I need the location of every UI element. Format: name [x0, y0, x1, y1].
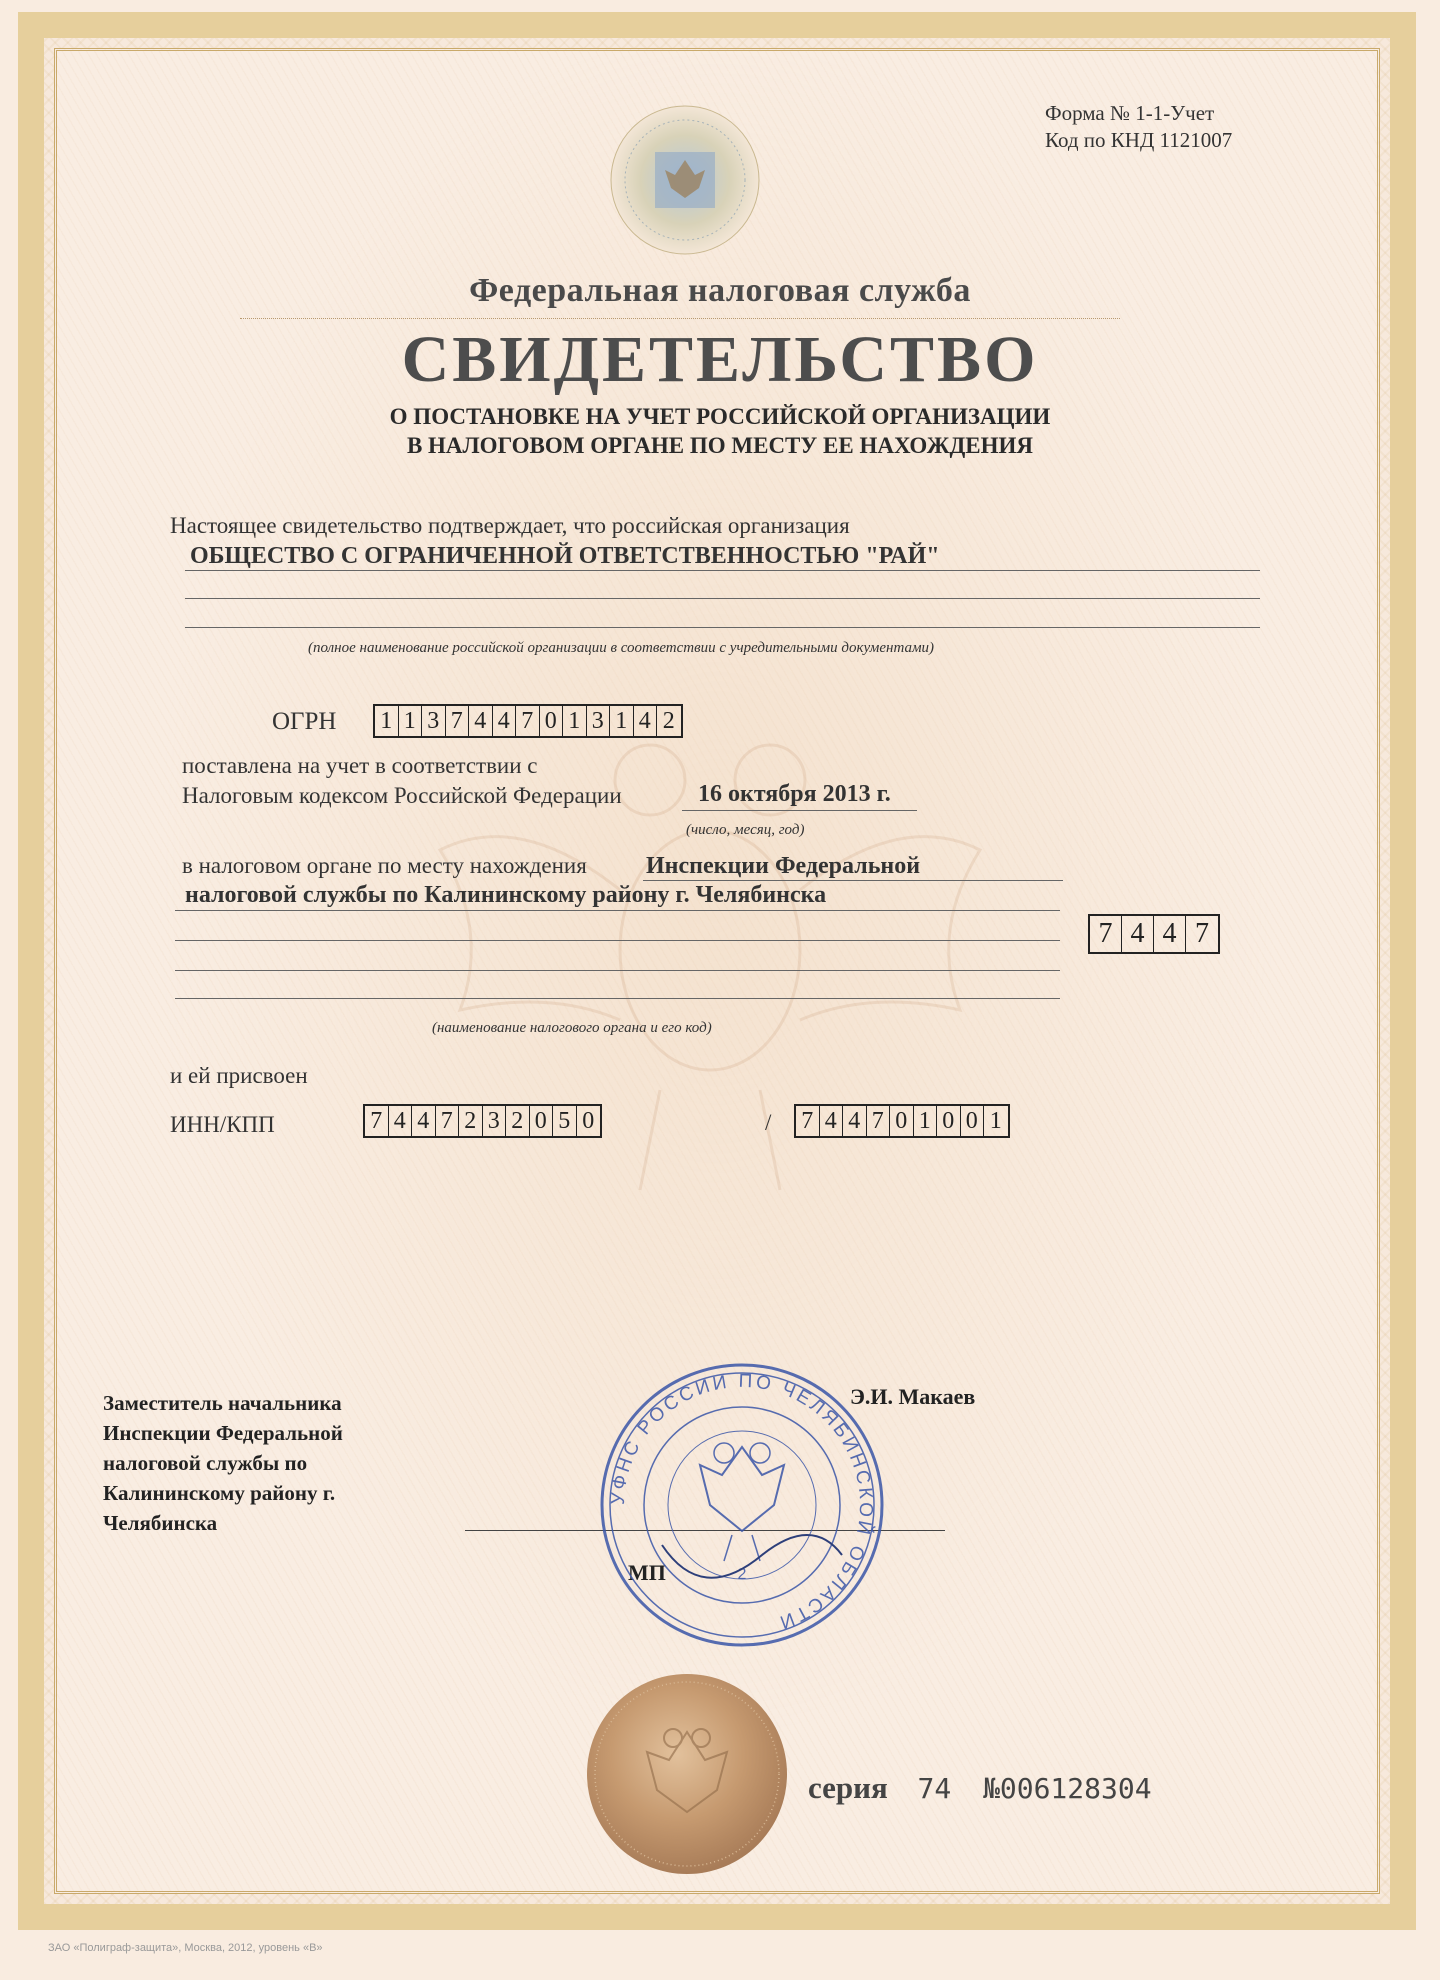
- tax-office-line-1: [643, 880, 1063, 881]
- tax-office-code-digit: 7: [1195, 918, 1209, 949]
- inn-digit: 3: [483, 1106, 507, 1136]
- kpp-digit: 7: [796, 1106, 820, 1136]
- inn-digit: 2: [459, 1106, 483, 1136]
- tax-office-code-digit: 7: [1090, 916, 1122, 952]
- form-number-block: [1045, 100, 1275, 154]
- organization-line-1: [185, 570, 1260, 571]
- ogrn-digit: 0: [540, 706, 564, 736]
- series-value: 74: [917, 1772, 952, 1805]
- tax-office-line-3: [175, 940, 1060, 941]
- assigned-intro: и ей присвоен: [170, 1063, 308, 1088]
- gold-seal: [585, 1672, 790, 1877]
- ogrn-digit: 1: [375, 706, 399, 736]
- inn-digit: 7: [365, 1106, 389, 1136]
- svg-text:УФНС РОССИИ ПО ЧЕЛЯБИНСКОЙ ОБЛ: [608, 1371, 876, 1634]
- signer-name: Э.И. Макаев: [850, 1384, 976, 1409]
- signer-position-line-5: Челябинска: [103, 1511, 218, 1535]
- ogrn-digit: 3: [422, 706, 446, 736]
- registration-date: 16 октября 2013 г.: [698, 781, 891, 807]
- kpp-digit: 4: [843, 1106, 867, 1136]
- signer-position: [103, 1388, 443, 1538]
- tax-office-name-line-2: налоговой службы по Калининскому району г. Челябинска: [185, 882, 827, 908]
- ogrn-digit: 7: [446, 706, 470, 736]
- signer-position-line-1: Заместитель начальника: [103, 1391, 342, 1415]
- tax-office-line-4: [175, 970, 1060, 971]
- kpp-digit: 0: [961, 1106, 985, 1136]
- tax-office-line-2: [175, 910, 1060, 911]
- organization-name-note: (полное наименование российской организации в соответствии с учредительными документами): [308, 640, 935, 656]
- ogrn-label: ОГРН: [272, 708, 337, 735]
- agency-name: Федеральная налоговая служба: [469, 272, 971, 309]
- ogrn-digit: 4: [634, 706, 658, 736]
- series-number: №006128304: [983, 1772, 1152, 1805]
- tax-office-line-5: [175, 998, 1060, 999]
- kpp-digit: 0: [937, 1106, 961, 1136]
- inn-digit: 0: [582, 1108, 595, 1134]
- inn-cells: [363, 1104, 602, 1138]
- document-subtitle: [0, 402, 1440, 460]
- stamp-outer-text: УФНС РОССИИ ПО ЧЕЛЯБИНСКОЙ ОБЛАСТИ: [607, 1370, 877, 1634]
- inn-kpp-separator: /: [765, 1110, 772, 1135]
- inn-digit: 5: [553, 1106, 577, 1136]
- registration-date-line: [682, 810, 917, 811]
- tax-office-note: (наименование налогового органа и его код): [432, 1020, 712, 1036]
- subtitle-line-1: О ПОСТАНОВКЕ НА УЧЕТ РОССИЙСКОЙ ОРГАНИЗАЦИИ: [389, 404, 1051, 429]
- document-title: СВИДЕТЕЛЬСТВО: [401, 323, 1039, 396]
- stamp-number: 2: [737, 1566, 747, 1583]
- inn-digit: 4: [389, 1106, 413, 1136]
- inn-digit: 7: [436, 1106, 460, 1136]
- kpp-digit: 1: [989, 1108, 1002, 1134]
- kpp-digit: 0: [890, 1106, 914, 1136]
- ogrn-digit: 1: [610, 706, 634, 736]
- series-block: [808, 1770, 1152, 1806]
- kpp-digit: 1: [914, 1106, 938, 1136]
- ogrn-cells: [373, 704, 683, 738]
- subtitle-line-2: В НАЛОГОВОМ ОРГАНЕ ПО МЕСТУ ЕЕ НАХОЖДЕНИЯ: [406, 433, 1034, 458]
- printer-imprint: ЗАО «Полиграф-защита», Москва, 2012, уровень «В»: [48, 1942, 323, 1954]
- signer-position-line-2: Инспекции Федеральной: [103, 1421, 343, 1445]
- tax-office-name-line-1: Инспекции Федеральной: [646, 853, 921, 879]
- tax-office-code-digit: 4: [1122, 916, 1154, 952]
- kpp-digit: 4: [820, 1106, 844, 1136]
- organization-line-3: [185, 627, 1260, 628]
- registration-line-2: Налоговым кодексом Российской Федерации: [182, 783, 622, 808]
- seal-place-label: МП: [628, 1560, 666, 1585]
- ogrn-digit: 4: [469, 706, 493, 736]
- ogrn-digit: 1: [399, 706, 423, 736]
- hologram-emblem: [605, 100, 765, 260]
- kpp-digit: 7: [867, 1106, 891, 1136]
- kpp-cells: [794, 1104, 1010, 1138]
- series-label: серия: [808, 1770, 888, 1805]
- inn-kpp-label: ИНН/КПП: [170, 1112, 275, 1137]
- registration-date-note: (число, месяц, год): [686, 822, 805, 838]
- tax-office-code-digit: 4: [1154, 916, 1186, 952]
- registration-line-1: поставлена на учет в соответствии с: [182, 753, 538, 778]
- form-number: Форма № 1-1-Учет: [1045, 101, 1215, 125]
- signer-position-line-3: налоговой службы по: [103, 1451, 308, 1475]
- ogrn-digit: 4: [493, 706, 517, 736]
- inn-digit: 2: [506, 1106, 530, 1136]
- knd-code: Код по КНД 1121007: [1045, 128, 1233, 152]
- ogrn-digit: 1: [563, 706, 587, 736]
- signer-position-line-4: Калининскому району г.: [103, 1481, 336, 1505]
- inn-digit: 4: [412, 1106, 436, 1136]
- organization-intro: Настоящее свидетельство подтверждает, что российская организация: [170, 513, 850, 538]
- ogrn-digit: 2: [662, 708, 675, 734]
- organization-line-2: [185, 598, 1260, 599]
- official-stamp: [592, 1355, 892, 1655]
- inn-digit: 0: [530, 1106, 554, 1136]
- tax-office-code-cells: [1088, 914, 1220, 954]
- agency-underline: [240, 318, 1120, 319]
- ogrn-digit: 3: [587, 706, 611, 736]
- ogrn-digit: 7: [516, 706, 540, 736]
- organization-name: ОБЩЕСТВО С ОГРАНИЧЕННОЙ ОТВЕТСТВЕННОСТЬЮ "РАЙ": [190, 543, 940, 569]
- tax-office-intro: в налоговом органе по месту нахождения: [182, 853, 587, 878]
